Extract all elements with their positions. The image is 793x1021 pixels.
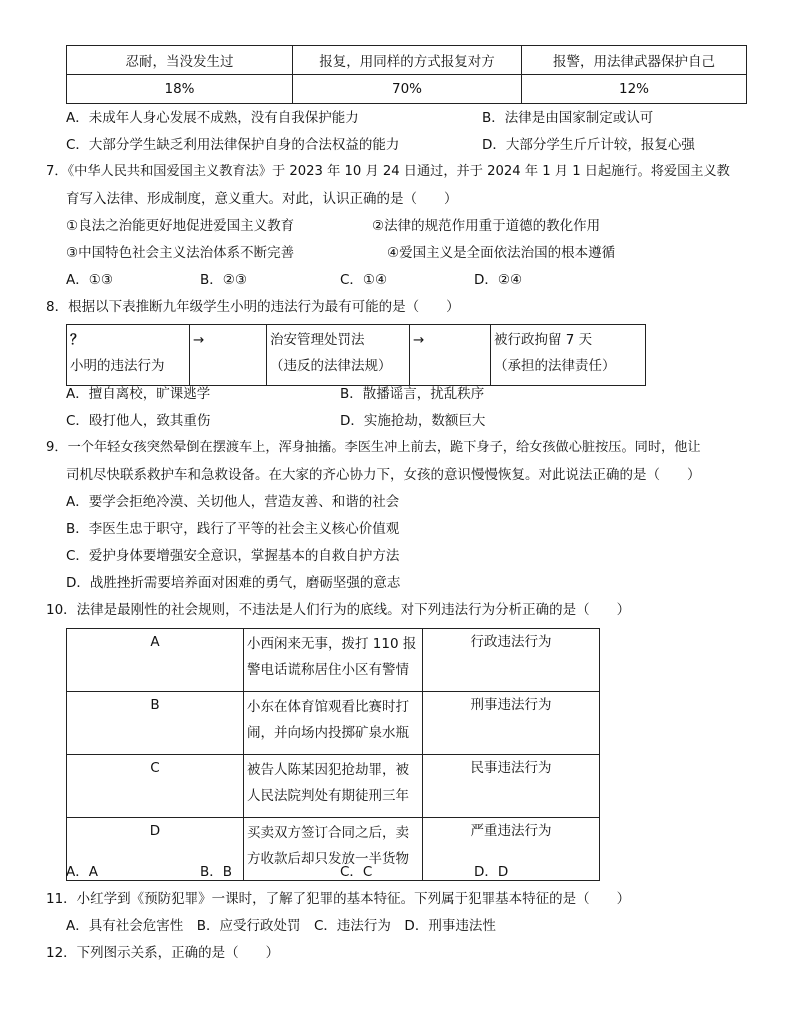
q6-option-a: A．未成年人身心发展不成熟，没有自我保护能力	[66, 110, 359, 126]
q10-option-c: C．C	[340, 864, 373, 880]
q10-case-line: 小西闲来无事，拨打 110 报	[247, 636, 417, 652]
q8-cell-behavior-label: 小明的违法行为	[70, 358, 165, 374]
q10-option-d: D．D	[474, 864, 509, 880]
q9-option-a: A．要学会拒绝冷漠、关切他人，营造友善、和谐的社会	[66, 494, 400, 510]
q7-option-d: D．②④	[474, 272, 523, 288]
q10-case-table	[66, 628, 600, 881]
q10-row-type: 刑事违法行为	[423, 692, 600, 755]
q10-case-line: 小东在体育馆观看比赛时打	[247, 699, 409, 715]
q7-option-a: A．①③	[66, 272, 113, 288]
table-row	[67, 818, 600, 881]
table-row	[67, 75, 747, 104]
table-cell: 70%	[293, 75, 522, 104]
table-row	[67, 629, 600, 692]
q8-cell-law-label: （违反的法律法规）	[270, 358, 392, 374]
table-row	[67, 46, 747, 75]
q10-row-label: D	[67, 818, 244, 881]
survey-table	[66, 45, 747, 104]
table-header-cell: 忍耐，当没发生过	[67, 46, 293, 75]
q10-row-label: B	[67, 692, 244, 755]
q10-row-label: C	[67, 755, 244, 818]
q8-cell-liability-label: （承担的法律责任）	[494, 358, 616, 374]
q11-stem: 11．小红学到《预防犯罪》一课时，了解了犯罪的基本特征。下列属于犯罪基本特征的是（ ）	[46, 891, 631, 907]
q10-row-case	[244, 629, 423, 692]
q8-cell-liability	[491, 325, 646, 386]
q9-stem-line1: 9．一个年轻女孩突然晕倒在摆渡车上，浑身抽搐。李医生冲上前去，跪下身子，给女孩做心脏按压。同时，他让	[46, 440, 701, 455]
q10-option-a: A．A	[66, 864, 98, 880]
q8-cell-arrow-2: →	[410, 325, 491, 386]
q7-statement-1: ①良法之治能更好地促进爱国主义教育	[66, 218, 295, 234]
table-cell: 18%	[67, 75, 293, 104]
q8-stem: 8．根据以下表推断九年级学生小明的违法行为最有可能的是（ ）	[46, 299, 460, 315]
q7-statement-2: ②法律的规范作用重于道德的教化作用	[372, 218, 601, 234]
q8-cell-arrow-1: →	[190, 325, 267, 386]
q10-row-case	[244, 755, 423, 818]
q9-option-d: D．战胜挫折需要培养面对困难的勇气，磨砺坚强的意志	[66, 575, 401, 591]
q8-cell-law-name: 治安管理处罚法	[270, 332, 365, 348]
table-row	[67, 692, 600, 755]
q9-option-b: B．李医生忠于职守，践行了平等的社会主义核心价值观	[66, 521, 400, 537]
table-row	[67, 325, 646, 386]
q8-flow-table	[66, 324, 646, 386]
q7-stem-line2: 育写入法律、形成制度，意义重大。对此，认识正确的是（ ）	[66, 191, 458, 207]
table-cell: 12%	[522, 75, 747, 104]
table-header-cell: 报复，用同样的方式报复对方	[293, 46, 522, 75]
q8-option-a: A．擅自离校，旷课逃学	[66, 386, 211, 402]
q10-row-case	[244, 692, 423, 755]
q10-stem: 10．法律是最刚性的社会规则，不违法是人们行为的底线。对下列违法行为分析正确的是（ ）	[46, 602, 631, 618]
q10-case-line: 方收款后却只发放一半货物	[247, 851, 409, 867]
q7-statement-3: ③中国特色社会主义法治体系不断完善	[66, 245, 295, 261]
q7-stem-line1: 7．《中华人民共和国爱国主义教育法》于 2023 年 10 月 24 日通过，并于 2024 年 1 月 1 日起施行。将爱国主义教	[46, 164, 730, 179]
q10-case-line: 警电话谎称居住小区有警情	[247, 662, 409, 678]
q10-row-case	[244, 818, 423, 881]
q6-option-c: C．大部分学生缺乏利用法律保护自身的合法权益的能力	[66, 137, 400, 153]
q10-option-b: B．B	[200, 864, 233, 880]
q10-row-type: 行政违法行为	[423, 629, 600, 692]
q8-option-d: D．实施抢劫，数额巨大	[340, 413, 486, 429]
q6-option-d: D．大部分学生斤斤计较，报复心强	[482, 137, 695, 153]
q7-statement-4: ④爱国主义是全面依法治国的根本遵循	[387, 245, 616, 261]
q8-option-b: B．散播谣言，扰乱秩序	[340, 386, 485, 402]
table-header-cell: 报警，用法律武器保护自己	[522, 46, 747, 75]
q9-option-c: C．爱护身体要增强安全意识，掌握基本的自救自护方法	[66, 548, 400, 564]
q7-option-b: B．②③	[200, 272, 247, 288]
q10-case-line: 闹，并向场内投掷矿泉水瓶	[247, 725, 409, 741]
q6-option-b: B．法律是由国家制定或认可	[482, 110, 654, 126]
q9-stem-line2: 司机尽快联系救护车和急救设备。在大家的齐心协力下，女孩的意识慢慢恢复。对此说法正确的是（ ）	[66, 467, 701, 483]
q11-options: A．具有社会危害性 B．应受行政处罚 C．违法行为 D．刑事违法性	[66, 918, 496, 934]
q8-cell-liability-name: 被行政拘留 7 天	[494, 332, 593, 348]
q7-option-c: C．①④	[340, 272, 388, 288]
q10-case-line: 被告人陈某因犯抢劫罪，被	[247, 762, 409, 778]
q10-row-type: 严重违法行为	[423, 818, 600, 881]
q10-row-label: A	[67, 629, 244, 692]
q10-row-type: 民事违法行为	[423, 755, 600, 818]
q8-cell-question-mark: ？	[70, 332, 84, 348]
q10-case-line: 买卖双方签订合同之后，卖	[247, 825, 409, 841]
q10-case-line: 人民法院判处有期徒刑三年	[247, 788, 409, 804]
table-row	[67, 755, 600, 818]
q12-stem: 12．下列图示关系，正确的是（ ）	[46, 945, 280, 961]
q8-cell-behavior	[67, 325, 190, 386]
q8-cell-law	[267, 325, 410, 386]
q8-option-c: C．殴打他人，致其重伤	[66, 413, 211, 429]
